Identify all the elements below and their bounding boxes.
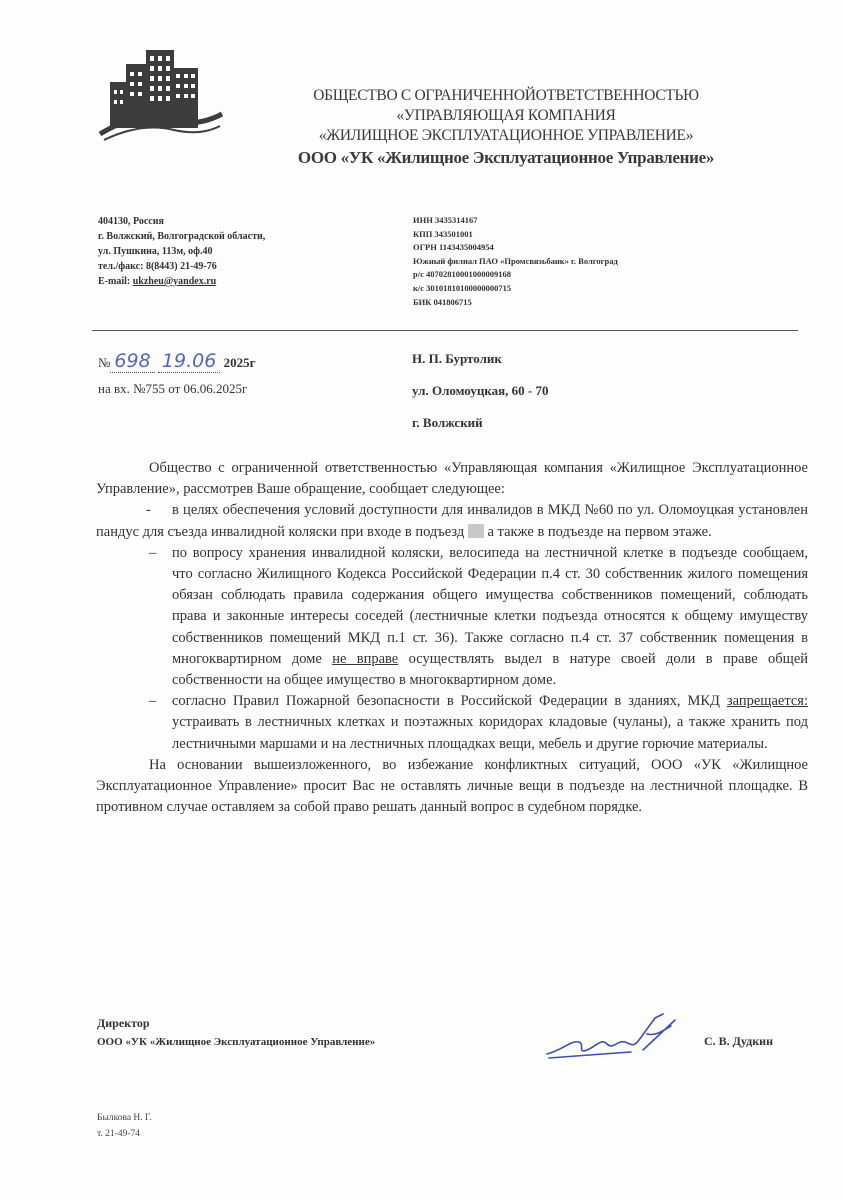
executor-name: Былкова Н. Г. — [97, 1113, 152, 1123]
list-dash: - — [146, 502, 151, 519]
director-org: ООО «УК «Жилищное Эксплуатационное Управление» — [97, 1036, 376, 1048]
list-dash: – — [149, 544, 157, 561]
company-logo-icon — [96, 42, 226, 142]
underlined-text: запрещается: — [726, 693, 808, 710]
address-line: ул. Пушкина, 113м, оф.40 — [98, 246, 213, 257]
number-prefix: № — [98, 355, 111, 370]
settlement-account: р/с 40702810001000009168 — [413, 269, 511, 280]
director-name: С. В. Дудкин — [704, 1034, 773, 1048]
list-item-text: осуществлять выдел в натуре своей доли в праве общей собственности на общее имущество в многоквартирном доме. — [172, 650, 809, 689]
recipient-street: ул. Оломоуцкая, 60 - 70 — [412, 383, 549, 398]
redacted-mark — [468, 524, 484, 538]
org-line-3: «ЖИЛИЩНОЕ ЭКСПЛУАТАЦИОННОЕ УПРАВЛЕНИЕ» — [318, 127, 694, 144]
email-link[interactable]: ukzheu@yandex.ru — [132, 276, 217, 287]
correspondent-account: к/с 30101810100000000715 — [413, 282, 512, 293]
list-item — [96, 543, 808, 691]
intro-paragraph: Общество с ограниченной ответственностью «Управляющая компания «Жилищное Эксплуатационное Управление», рассмотрев Ваше обращение, сообщает следующее: — [96, 460, 808, 498]
phone-fax: тел./факс: 8(8443) 21-49-76 — [98, 261, 217, 272]
outgoing-number-value: 698 — [110, 350, 154, 373]
org-header — [236, 86, 776, 168]
executor-phone: т. 21-49-74 — [97, 1129, 141, 1139]
handwritten-signature-icon — [543, 1010, 693, 1070]
list-item-text: в целях обеспечения условий доступности для инвалидов в МКД №60 по ул. Оломоуцкая установлен пандус для съезда инвалидной коляски при входе в подъезд — [96, 502, 808, 540]
outgoing-year: 2025г — [223, 355, 256, 370]
outgoing-date: 19.06 — [158, 350, 220, 373]
inn: ИНН 3435314167 — [413, 215, 478, 225]
conclusion-paragraph: На основании вышеизложенного, во избежание конфликтных ситуаций, ООО «УК «Жилищное Эксплуатационное Управление» просит Вас не оставлять личные вещи в подъезде на лестничной площадке. В противном случае оставляем за собой право решать данный вопрос в судебном порядке. — [96, 756, 808, 816]
director-title: Директор — [97, 1016, 150, 1030]
org-line-2: «УПРАВЛЯЮЩАЯ КОМПАНИЯ — [396, 107, 616, 124]
list-dash: – — [149, 693, 157, 710]
org-line-1: ОБЩЕСТВО С ОГРАНИЧЕННОЙОТВЕТСТВЕННОСТЬЮ — [313, 87, 699, 104]
ogrn: ОГРН 1143435004954 — [413, 242, 494, 253]
list-item-text: согласно Правил Пожарной безопасности в Российской Федерации в зданиях, МКД — [172, 693, 720, 710]
recipient-city: г. Волжский — [412, 415, 483, 430]
list-item-text: а также в подъезде на первом этаже. — [487, 523, 712, 540]
kpp: КПП 343501001 — [413, 228, 473, 239]
address-line: г. Волжский, Волгоградской области, — [98, 231, 266, 242]
list-item-text: по вопросу хранения инвалидной коляски, велосипеда на лестничной клетке в подъезде сообщаем, что согласно Жилищного Кодекса Российской Федерации п.4 ст. 30 собственник жилого помещения обязан соблюдать правила содержания общего имущества собственников помещений, соблюдать права и законные интересы соседей (лестничные клетки подъезда относятся к общему имуществу собственников помещений МКД п.1 ст. 36). Также согласно п.4 ст. 37 собственник помещения в многоквартирном доме — [172, 544, 808, 667]
incoming-reference: на вх. №755 от 06.06.2025г — [98, 381, 248, 396]
address-block — [98, 214, 265, 289]
recipient-block — [412, 343, 548, 439]
letter-body — [96, 458, 808, 818]
header-divider — [92, 330, 798, 331]
address-line: 404130, Россия — [98, 216, 164, 227]
list-item — [96, 500, 808, 542]
email-line — [98, 274, 265, 289]
outgoing-number — [98, 350, 255, 372]
bank-name: Южный филиал ПАО «Промсвязьбанк» г. Волгоград — [413, 255, 618, 266]
list-item-text: устраивать в лестничных клетках и поэтажных коридорах кладовые (чуланы), а также хранить под лестничными маршами и на лестничных площадках вещи, мебель и другие горючие материалы. — [172, 714, 808, 752]
underlined-text: не вправе — [332, 650, 399, 667]
executor-block — [97, 1110, 152, 1142]
list-item — [96, 691, 808, 755]
recipient-name: Н. П. Буртолик — [412, 351, 502, 366]
requisites-block — [413, 214, 618, 309]
org-short-name: ООО «УК «Жилищное Эксплуатационное Управление» — [297, 148, 715, 167]
bik: БИК 041806715 — [413, 296, 472, 307]
email-label: E-mail: — [98, 276, 131, 287]
